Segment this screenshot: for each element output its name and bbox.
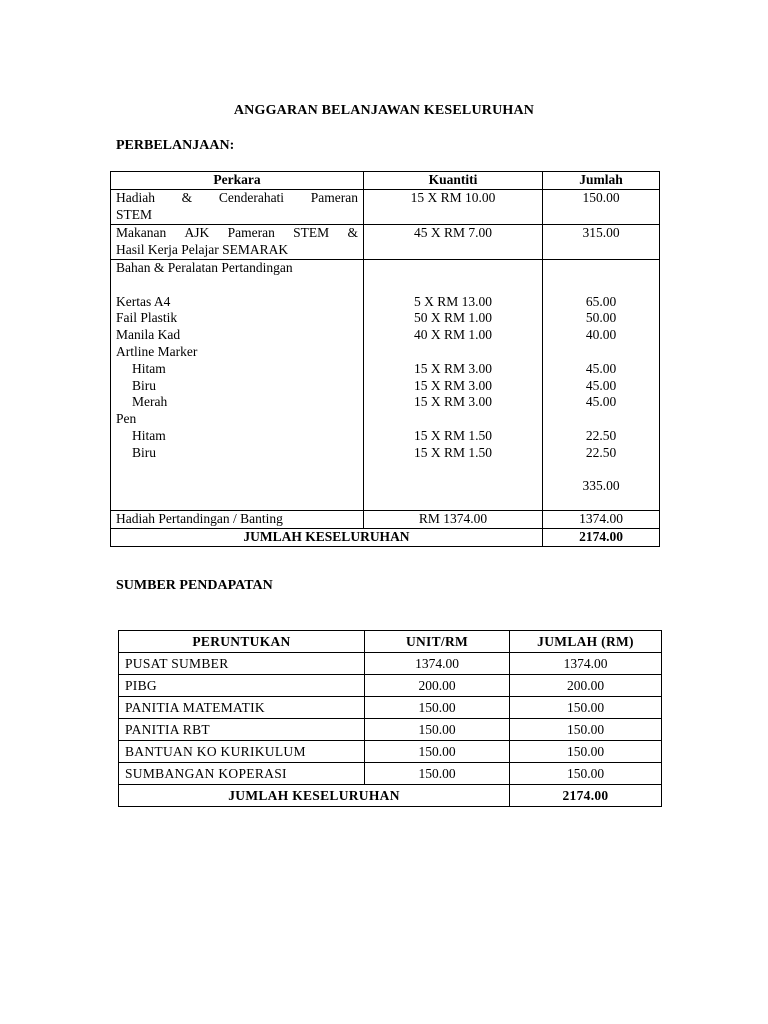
amount-cell: 200.00 (510, 675, 662, 697)
bahan-item: Pen (116, 411, 137, 427)
unit-cell: 150.00 (365, 719, 510, 741)
table-row (111, 225, 660, 260)
bahan-item: Biru (132, 377, 157, 393)
bahan-qty (369, 411, 537, 428)
item-cell (111, 190, 364, 225)
amount-cell: 150.00 (510, 719, 662, 741)
qty-cell: RM 1374.00 (364, 511, 543, 529)
item-cell: Hadiah Pertandingan / Banting (111, 511, 364, 529)
table-row (119, 741, 662, 763)
bahan-item: Fail Plastik (116, 310, 178, 326)
bahan-amount: 50.00 (585, 310, 617, 326)
spacer (548, 260, 654, 277)
column-header-perkara: Perkara (111, 172, 364, 190)
table-row (111, 190, 660, 225)
spacer (116, 277, 358, 294)
bahan-amount (548, 344, 654, 361)
income-header-row (119, 631, 662, 653)
expenses-header-row (111, 172, 660, 190)
total-label: JUMLAH KESELURUHAN (111, 529, 543, 547)
bahan-qty: 50 X RM 1.00 (413, 310, 492, 326)
bahan-item: Manila Kad (116, 327, 181, 343)
bahan-amount: 22.50 (585, 444, 617, 460)
bahan-qty: 15 X RM 3.00 (413, 360, 492, 376)
unit-cell: 1374.00 (365, 653, 510, 675)
bahan-amount: 40.00 (585, 327, 617, 343)
column-header-kuantiti: Kuantiti (364, 172, 543, 190)
word: STEM (293, 225, 330, 240)
unit-cell: 150.00 (365, 763, 510, 785)
unit-cell: 200.00 (365, 675, 510, 697)
expenses-heading: PERBELANJAAN: (116, 138, 235, 153)
bahan-amount: 45.00 (585, 360, 617, 376)
bahan-amount: 65.00 (585, 293, 617, 309)
bahan-amount (548, 411, 654, 428)
bahan-qty: 15 X RM 3.00 (413, 377, 492, 393)
source-name-cell: PUSAT SUMBER (119, 653, 365, 675)
word: AJK (184, 225, 210, 240)
source-name-cell: PIBG (119, 675, 365, 697)
word: & (181, 190, 193, 205)
bahan-heading: Bahan & Peralatan Pertandingan (116, 260, 293, 275)
word: Pameran (227, 225, 275, 240)
bahan-qty: 40 X RM 1.00 (413, 327, 492, 343)
item-text-line2: Hasil Kerja Pelajar SEMARAK (116, 241, 289, 257)
income-table (118, 630, 662, 807)
spacer (548, 277, 654, 294)
spacer (369, 260, 537, 277)
bahan-item: Hitam (132, 360, 166, 376)
item-cell (111, 225, 364, 260)
bahan-subtotal: 335.00 (582, 478, 620, 494)
column-header-jumlah: JUMLAH (RM) (510, 631, 662, 653)
amount-cell: 1374.00 (543, 511, 660, 529)
unit-cell: 150.00 (365, 741, 510, 763)
source-name-cell: SUMBANGAN KOPERASI (119, 763, 365, 785)
amount-cell (543, 260, 660, 511)
bahan-item: Kertas A4 (116, 293, 171, 309)
bahan-item: Artline Marker (116, 343, 198, 359)
source-name-cell: PANITIA RBT (119, 719, 365, 741)
spacer (548, 462, 654, 479)
amount-cell: 315.00 (543, 225, 660, 260)
table-row (119, 697, 662, 719)
unit-cell: 150.00 (365, 697, 510, 719)
document-title: ANGGARAN BELANJAWAN KESELURUHAN (233, 103, 535, 118)
amount-cell: 1374.00 (510, 653, 662, 675)
amount-cell: 150.00 (543, 190, 660, 225)
total-value: 2174.00 (510, 785, 662, 807)
expenses-total-row (111, 529, 660, 547)
amount-cell: 150.00 (510, 763, 662, 785)
word: Makanan (116, 225, 167, 240)
amount-cell: 150.00 (510, 741, 662, 763)
table-row (119, 763, 662, 785)
bahan-qty: 5 X RM 13.00 (413, 293, 492, 309)
source-name-cell: PANITIA MATEMATIK (119, 697, 365, 719)
amount-cell: 150.00 (510, 697, 662, 719)
table-row (119, 675, 662, 697)
bahan-qty: 15 X RM 1.50 (413, 427, 492, 443)
bahan-amount: 45.00 (585, 377, 617, 393)
bahan-item: Biru (132, 444, 157, 460)
bahan-amount: 22.50 (585, 427, 617, 443)
income-heading: SUMBER PENDAPATAN (116, 578, 273, 593)
table-row (111, 260, 660, 511)
word: Pameran (310, 190, 358, 205)
item-text-line2: STEM (116, 206, 153, 222)
column-header-peruntukan: PERUNTUKAN (119, 631, 365, 653)
bahan-item: Merah (132, 394, 168, 410)
column-header-unit: UNIT/RM (365, 631, 510, 653)
table-row (119, 653, 662, 675)
bahan-qty (369, 344, 537, 361)
table-row (111, 511, 660, 529)
bahan-amount: 45.00 (585, 394, 617, 410)
bahan-qty: 15 X RM 3.00 (413, 394, 492, 410)
item-text-line1 (116, 190, 358, 207)
qty-cell: 15 X RM 10.00 (364, 190, 543, 225)
bahan-item: Hitam (132, 427, 166, 443)
item-cell (111, 260, 364, 511)
source-name-cell: BANTUAN KO KURIKULUM (119, 741, 365, 763)
income-total-row (119, 785, 662, 807)
total-value: 2174.00 (543, 529, 660, 547)
bahan-qty: 15 X RM 1.50 (413, 444, 492, 460)
table-row (119, 719, 662, 741)
column-header-jumlah: Jumlah (543, 172, 660, 190)
word: Hadiah (116, 190, 155, 205)
word: & (347, 225, 358, 240)
spacer (369, 277, 537, 294)
qty-cell: 45 X RM 7.00 (364, 225, 543, 260)
item-text-line1 (116, 225, 358, 242)
qty-cell (364, 260, 543, 511)
total-label: JUMLAH KESELURUHAN (119, 785, 510, 807)
word: Cenderahati (218, 190, 285, 205)
expenses-table (110, 171, 660, 547)
